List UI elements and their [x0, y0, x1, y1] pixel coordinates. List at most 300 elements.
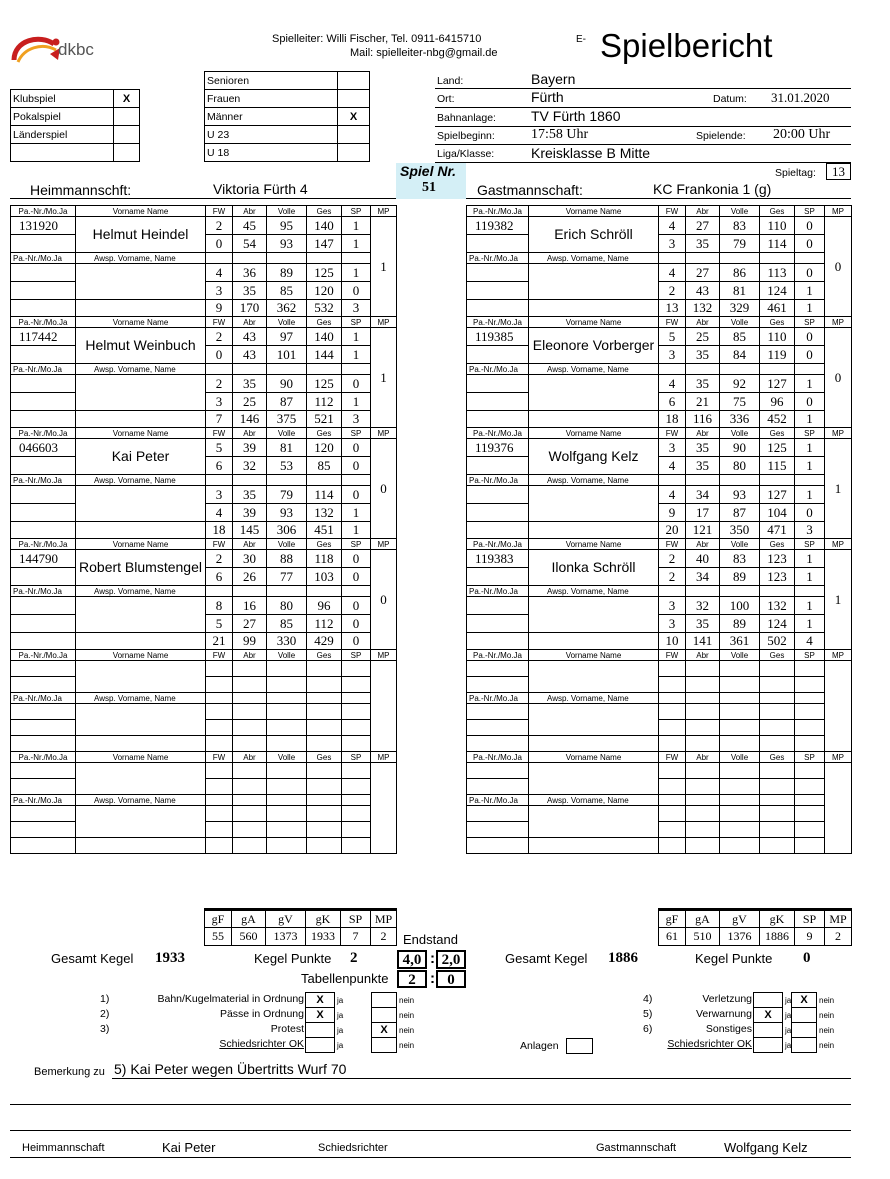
totals-header: SP: [795, 910, 825, 928]
score-sp: 1: [795, 550, 825, 568]
endstand-label: Endstand: [403, 932, 458, 947]
sp-header: SP: [795, 650, 825, 661]
check-nein-box[interactable]: [371, 1007, 397, 1023]
totals-header: gA: [232, 910, 266, 928]
check-ja-box[interactable]: X: [753, 1007, 783, 1023]
check-ja-box[interactable]: [753, 992, 783, 1008]
blank-cell: [795, 475, 825, 486]
ja-label: ja: [785, 996, 792, 1005]
match-type-label: Pokalspiel: [11, 108, 114, 126]
blank-cell: [659, 475, 686, 486]
match-type-label: [11, 144, 114, 162]
name-header: Vorname Name: [76, 650, 206, 661]
score-ges: 120: [307, 282, 342, 300]
name-header: Vorname Name: [76, 206, 206, 217]
score-ges: 125: [760, 439, 795, 457]
check-nein-box[interactable]: X: [371, 1022, 397, 1038]
blank-cell: [11, 504, 76, 522]
player-mp: 1: [825, 550, 852, 650]
blank-cell: [76, 704, 206, 736]
score-abr: 39: [233, 439, 267, 457]
total-sp: 1: [342, 522, 371, 539]
guest-gesamt-value: 1886: [608, 950, 638, 966]
score-volle: 87: [267, 393, 307, 411]
totals-header: gV: [720, 910, 760, 928]
check-nein-box[interactable]: [791, 1007, 817, 1023]
pa-header: Pa.-Nr./Mo.Ja: [467, 364, 529, 375]
abr-header: Abr: [686, 428, 720, 439]
total-ges: 451: [307, 522, 342, 539]
abr-header: Abr: [233, 428, 267, 439]
home-score-table: [10, 205, 397, 854]
check-nein-box[interactable]: [791, 1037, 817, 1053]
score-ges: 110: [760, 328, 795, 346]
ja-label: ja: [785, 1026, 792, 1035]
blank-cell: [11, 457, 76, 475]
abr-header: Abr: [686, 539, 720, 550]
match-type-mark[interactable]: [114, 126, 140, 144]
ges-header: Ges: [307, 317, 342, 328]
guest-totals-table: [658, 908, 852, 946]
check-number: 1): [100, 993, 110, 1005]
player-name: Helmut Heindel: [76, 217, 206, 253]
score-fw: 2: [659, 568, 686, 586]
player-id: 119385: [467, 328, 529, 346]
score-sp: 0: [795, 504, 825, 522]
tabellen-label: Tabellenpunkte: [301, 971, 389, 986]
score-fw: 4: [206, 504, 233, 522]
check-nein-box[interactable]: [371, 1037, 397, 1053]
score-ges: 125: [307, 375, 342, 393]
score-abr: 35: [686, 457, 720, 475]
score-volle: 89: [267, 264, 307, 282]
score-ges: 127: [760, 486, 795, 504]
score-abr: 54: [233, 235, 267, 253]
volle-header: Volle: [267, 650, 307, 661]
score-volle: 95: [267, 217, 307, 235]
fw-header: FW: [206, 206, 233, 217]
total-ges: 471: [760, 522, 795, 539]
blank-cell: [307, 586, 342, 597]
check-ja-box[interactable]: [753, 1037, 783, 1053]
score-abr: 34: [686, 568, 720, 586]
total-ges: 429: [307, 633, 342, 650]
check-ja-box[interactable]: X: [305, 1007, 335, 1023]
player-mp: 1: [825, 439, 852, 539]
beginn-value: 17:58 Uhr: [531, 127, 589, 142]
sp-header: SP: [342, 428, 371, 439]
score-fw: 6: [206, 457, 233, 475]
nein-label: nein: [399, 996, 415, 1005]
mp-header: MP: [371, 752, 397, 763]
player-mp: 0: [371, 439, 397, 539]
category-mark[interactable]: [338, 90, 370, 108]
check-nein-box[interactable]: [791, 1022, 817, 1038]
score-abr: 45: [233, 217, 267, 235]
score-fw: 4: [659, 486, 686, 504]
score-ges: 112: [307, 393, 342, 411]
fw-header: FW: [206, 752, 233, 763]
awsp-header: Awsp. Vorname, Name: [76, 364, 206, 375]
score-ges: 96: [760, 393, 795, 411]
match-type-table: [10, 89, 140, 162]
check-label: Verletzung: [702, 993, 752, 1005]
guest-total-gv: 1376: [720, 928, 760, 946]
score-fw: 0: [206, 346, 233, 364]
score-sp: 0: [795, 393, 825, 411]
volle-header: Volle: [267, 539, 307, 550]
blank-cell: [307, 475, 342, 486]
check-ja-box[interactable]: [753, 1022, 783, 1038]
blank-cell: [760, 586, 795, 597]
home-total-gf: 55: [205, 928, 232, 946]
substitute-name: [76, 375, 206, 411]
endstand-guest: 2,0: [436, 950, 466, 969]
nein-label: nein: [399, 1041, 415, 1050]
guest-team-name: KC Frankonia 1 (g): [653, 181, 772, 197]
score-volle: 93: [267, 235, 307, 253]
name-header: Vorname Name: [529, 650, 659, 661]
nein-label: nein: [819, 996, 835, 1005]
volle-header: Volle: [720, 206, 760, 217]
guest-total-ga: 510: [686, 928, 720, 946]
score-fw: 5: [206, 615, 233, 633]
blank-cell: [825, 661, 852, 752]
player-id: 119376: [467, 439, 529, 457]
mail-line: Mail: spielleiter-nbg@gmail.de: [350, 47, 498, 59]
score-sp: 0: [795, 217, 825, 235]
endstand-home: 4,0: [397, 950, 427, 969]
total-sp: 4: [795, 633, 825, 650]
score-sp: 0: [342, 375, 371, 393]
substitute-name: [76, 486, 206, 522]
datum-label: Datum:: [713, 93, 747, 105]
check-nein-box[interactable]: [371, 992, 397, 1008]
pa-header: Pa.-Nr./Mo.Ja: [467, 586, 529, 597]
blank-cell: [467, 235, 529, 253]
blank-cell: [467, 346, 529, 364]
awsp-header: Awsp. Vorname, Name: [76, 586, 206, 597]
score-volle: 92: [720, 375, 760, 393]
mp-header: MP: [371, 206, 397, 217]
match-type-label: Klubspiel: [11, 90, 114, 108]
score-volle: 84: [720, 346, 760, 364]
total-volle: 330: [267, 633, 307, 650]
blank-cell: [233, 586, 267, 597]
tabellen-home: 2: [397, 970, 427, 988]
score-abr: 36: [233, 264, 267, 282]
guest-total-sp: 9: [795, 928, 825, 946]
score-abr: 43: [233, 328, 267, 346]
ges-header: Ges: [307, 428, 342, 439]
check-number: 4): [643, 993, 653, 1005]
match-type-mark[interactable]: [114, 144, 140, 162]
match-type-mark[interactable]: X: [114, 90, 140, 108]
score-sp: 0: [795, 346, 825, 364]
mp-header: MP: [825, 752, 852, 763]
datum-value: 31.01.2020: [771, 90, 830, 105]
abr-header: Abr: [686, 752, 720, 763]
score-fw: 2: [206, 328, 233, 346]
name-header: Vorname Name: [76, 428, 206, 439]
blank-cell: [371, 763, 397, 854]
category-mark[interactable]: [338, 144, 370, 162]
pa-header: Pa.-Nr./Mo.Ja: [11, 586, 76, 597]
totals-header: gK: [760, 910, 795, 928]
pa-header: Pa.-Nr./Mo.Ja: [467, 475, 529, 486]
substitute-name: [529, 486, 659, 522]
check-ja-box[interactable]: X: [305, 992, 335, 1008]
score-ges: 114: [760, 235, 795, 253]
score-abr: 35: [233, 282, 267, 300]
score-ges: 124: [760, 615, 795, 633]
score-ges: 115: [760, 457, 795, 475]
score-ges: 132: [760, 597, 795, 615]
score-sp: 0: [795, 328, 825, 346]
blank-cell: [467, 457, 529, 475]
pa-header: Pa.-Nr./Mo.Ja: [11, 752, 76, 763]
score-volle: 90: [720, 439, 760, 457]
page-title: Spielbericht: [600, 27, 773, 64]
match-type-mark[interactable]: [114, 108, 140, 126]
player-id: 046603: [11, 439, 76, 457]
score-fw: 3: [659, 346, 686, 364]
home-totals-table: [204, 908, 397, 946]
player-mp: 1: [371, 328, 397, 428]
blank-cell: [467, 393, 529, 411]
total-abr: 145: [233, 522, 267, 539]
spieltag-value: 13: [826, 163, 851, 180]
blank-cell: [206, 586, 233, 597]
land-label: Land:: [437, 75, 464, 87]
nein-label: nein: [819, 1041, 835, 1050]
category-mark[interactable]: [338, 72, 370, 90]
score-abr: 35: [233, 486, 267, 504]
land-value: Bayern: [531, 71, 576, 87]
info-line: [435, 107, 851, 108]
guest-total-gk: 1886: [760, 928, 795, 946]
blank-cell: [467, 504, 529, 522]
ges-header: Ges: [307, 650, 342, 661]
score-ges: 144: [307, 346, 342, 364]
blank-cell: [760, 364, 795, 375]
blank-cell: [11, 375, 76, 393]
mp-header: MP: [825, 206, 852, 217]
blank-cell: [11, 282, 76, 300]
score-ges: 125: [307, 264, 342, 282]
team-line: [466, 198, 851, 199]
totals-header: gF: [205, 910, 232, 928]
blank-cell: [11, 486, 76, 504]
score-volle: 83: [720, 217, 760, 235]
blank-cell: [686, 475, 720, 486]
player-name: Eleonore Vorberger: [529, 328, 659, 364]
score-abr: 26: [233, 568, 267, 586]
blank-cell: [720, 475, 760, 486]
blank-cell: [825, 763, 852, 854]
score-ges: 140: [307, 328, 342, 346]
score-sp: 1: [342, 346, 371, 364]
score-fw: 3: [206, 393, 233, 411]
score-volle: 86: [720, 264, 760, 282]
total-fw: 18: [659, 411, 686, 428]
total-volle: 306: [267, 522, 307, 539]
sp-header: SP: [795, 539, 825, 550]
check-number: 2): [100, 1008, 110, 1020]
score-abr: 35: [686, 235, 720, 253]
mp-header: MP: [371, 428, 397, 439]
score-fw: 3: [659, 597, 686, 615]
score-volle: 85: [267, 282, 307, 300]
blank-cell: [267, 475, 307, 486]
anlagen-box[interactable]: [566, 1038, 593, 1054]
score-sp: 1: [342, 328, 371, 346]
fw-header: FW: [206, 317, 233, 328]
score-sp: 1: [795, 486, 825, 504]
remark-line: [112, 1078, 851, 1079]
blank-cell: [76, 300, 206, 317]
blank-cell: [233, 475, 267, 486]
blank-cell: [342, 586, 371, 597]
guest-gesamt-label: Gesamt Kegel: [505, 951, 588, 966]
blank-cell: [11, 615, 76, 633]
blank-cell: [795, 253, 825, 264]
blank-cell: [529, 411, 659, 428]
player-id: 119383: [467, 550, 529, 568]
score-volle: 80: [267, 597, 307, 615]
score-ges: 103: [307, 568, 342, 586]
score-ges: 112: [307, 615, 342, 633]
blank-cell: [467, 615, 529, 633]
abr-header: Abr: [233, 206, 267, 217]
score-volle: 101: [267, 346, 307, 364]
tabellen-colon: :: [430, 970, 435, 987]
check-number: 3): [100, 1023, 110, 1035]
awsp-header: Awsp. Vorname, Name: [529, 795, 659, 806]
score-ges: 119: [760, 346, 795, 364]
score-fw: 2: [206, 375, 233, 393]
volle-header: Volle: [720, 650, 760, 661]
score-sp: 1: [342, 504, 371, 522]
score-volle: 100: [720, 597, 760, 615]
category-table: [204, 71, 370, 162]
score-abr: 32: [233, 457, 267, 475]
awsp-header: Awsp. Vorname, Name: [76, 253, 206, 264]
abr-header: Abr: [686, 317, 720, 328]
category-mark[interactable]: [338, 126, 370, 144]
blank-cell: [467, 763, 529, 779]
pa-header: Pa.-Nr./Mo.Ja: [467, 795, 529, 806]
player-name: Robert Blumstengel: [76, 550, 206, 586]
blank-cell: [206, 253, 233, 264]
mp-header: MP: [371, 539, 397, 550]
abr-header: Abr: [686, 206, 720, 217]
score-abr: 17: [686, 504, 720, 522]
pa-header: Pa.-Nr./Mo.Ja: [11, 475, 76, 486]
player-id: 131920: [11, 217, 76, 235]
score-sp: 0: [342, 457, 371, 475]
check-ja-box[interactable]: [305, 1022, 335, 1038]
name-header: Vorname Name: [529, 317, 659, 328]
score-ges: 127: [760, 375, 795, 393]
pa-header: Pa.-Nr./Mo.Ja: [11, 650, 76, 661]
score-sp: 0: [342, 439, 371, 457]
score-volle: 87: [720, 504, 760, 522]
check-ja-box[interactable]: [305, 1037, 335, 1053]
score-fw: 2: [206, 217, 233, 235]
blank-cell: [11, 300, 76, 317]
footer-ref-label: Schiedsrichter: [318, 1142, 388, 1154]
blank-cell: [76, 522, 206, 539]
blank-cell: [76, 633, 206, 650]
score-sp: 1: [795, 457, 825, 475]
category-label: Frauen: [205, 90, 338, 108]
check-label: Schiedsrichter OK: [219, 1038, 304, 1050]
pa-header: Pa.-Nr./Mo.Ja: [467, 253, 529, 264]
blank-cell: [659, 586, 686, 597]
sp-header: SP: [342, 317, 371, 328]
score-fw: 6: [659, 393, 686, 411]
guest-team-label: Gastmannschaft:: [477, 182, 583, 198]
score-fw: 0: [206, 235, 233, 253]
score-sp: 1: [795, 597, 825, 615]
blank-cell: [11, 763, 76, 779]
pa-header: Pa.-Nr./Mo.Ja: [467, 539, 529, 550]
substitute-name: [76, 264, 206, 300]
totals-header: SP: [341, 910, 371, 928]
footer-home-label: Heimmannschaft: [22, 1142, 105, 1154]
score-sp: 1: [342, 393, 371, 411]
total-ges: 532: [307, 300, 342, 317]
awsp-header: Awsp. Vorname, Name: [529, 475, 659, 486]
score-fw: 4: [659, 457, 686, 475]
guest-punkte-value: 0: [803, 950, 811, 966]
ges-header: Ges: [307, 539, 342, 550]
score-sp: 1: [795, 439, 825, 457]
fw-header: FW: [659, 650, 686, 661]
blank-cell: [11, 568, 76, 586]
check-nein-box[interactable]: X: [791, 992, 817, 1008]
total-sp: 3: [795, 522, 825, 539]
score-volle: 53: [267, 457, 307, 475]
score-volle: 85: [720, 328, 760, 346]
score-abr: 39: [233, 504, 267, 522]
blank-cell: [76, 661, 206, 693]
score-abr: 34: [686, 486, 720, 504]
total-volle: 375: [267, 411, 307, 428]
abr-header: Abr: [686, 650, 720, 661]
score-sp: 0: [342, 615, 371, 633]
fw-header: FW: [206, 650, 233, 661]
mp-header: MP: [371, 650, 397, 661]
pa-header: Pa.-Nr./Mo.Ja: [11, 428, 76, 439]
blank-cell: [11, 633, 76, 650]
blank-cell: [11, 393, 76, 411]
fw-header: FW: [659, 428, 686, 439]
awsp-header: Awsp. Vorname, Name: [529, 693, 659, 704]
blank-cell: [467, 282, 529, 300]
total-sp: 3: [342, 411, 371, 428]
ja-label: ja: [337, 1011, 344, 1020]
score-fw: 3: [206, 486, 233, 504]
score-sp: 0: [342, 550, 371, 568]
score-fw: 2: [206, 550, 233, 568]
home-gesamt-label: Gesamt Kegel: [51, 951, 134, 966]
category-label: U 23: [205, 126, 338, 144]
category-mark[interactable]: X: [338, 108, 370, 126]
score-ges: 110: [760, 217, 795, 235]
volle-header: Volle: [267, 317, 307, 328]
